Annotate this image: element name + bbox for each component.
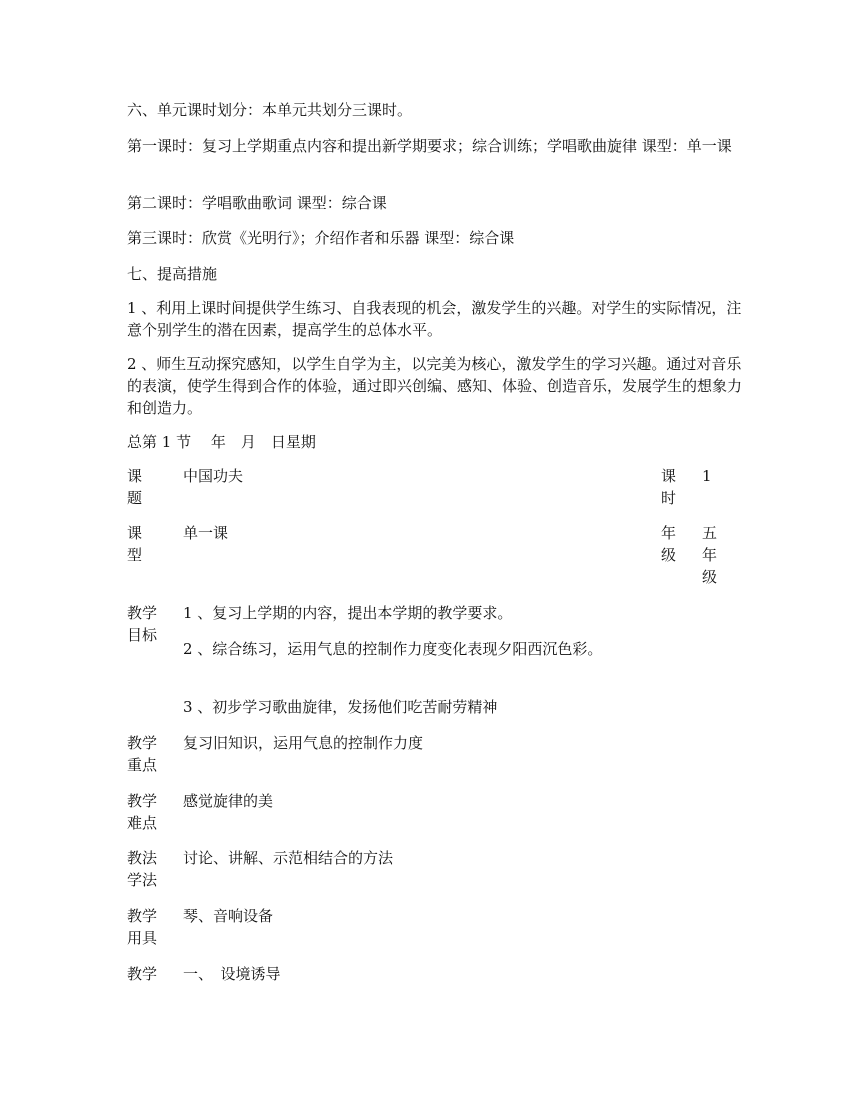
topic-value: 中国功夫	[183, 467, 244, 485]
process-value: 一、 设境诱导	[183, 965, 281, 983]
method-label: 教法学法	[127, 849, 158, 889]
goals-label: 教学目标	[127, 604, 158, 644]
measure-two-text: 2 、师生互动探究感知，以学生自学为主，以完美为核心，激发学生的学习兴趣。通过对音乐的表演，使学生得到合作的体验，通过即兴创编、感知、体验、创造音乐，发展学生的想象力和创造力。	[127, 355, 743, 417]
method-value: 讨论、讲解、示范相结合的方法	[183, 849, 394, 867]
difficult-point-label: 教学难点	[127, 792, 158, 832]
hours-value: 1	[702, 467, 712, 485]
type-label: 课型	[127, 524, 143, 564]
lesson-three-text: 第三课时：欣赏《光明行》；介绍作者和乐器 课型：综合课	[127, 229, 515, 247]
goal-item-3: 3 、初步学习歌曲旋律，发扬他们吃苦耐劳精神	[183, 698, 498, 716]
section-six-heading: 六、单元课时划分：本单元共划分三课时。	[127, 101, 413, 119]
type-value: 单一课	[183, 524, 229, 542]
section-seven-heading: 七、提高措施	[127, 265, 218, 283]
difficult-point-value: 感觉旋律的美	[183, 792, 274, 810]
process-label: 教学	[127, 965, 158, 983]
goal-item-2: 2 、综合练习，运用气息的控制作力度变化表现夕阳西沉色彩。	[183, 640, 603, 658]
grade-label: 年级	[661, 524, 677, 564]
tools-value: 琴、音响设备	[183, 907, 274, 925]
measure-one-text: 1 、利用上课时间提供学生练习、自我表现的机会，激发学生的兴趣。对学生的实际情况，注意个别学生的潜在因素，提高学生的总体水平。	[127, 299, 742, 339]
topic-label: 课题	[127, 467, 143, 507]
hours-label: 课时	[661, 467, 677, 507]
goal-item-1: 1 、复习上学期的内容，提出本学期的教学要求。	[183, 604, 513, 622]
total-lesson-line: 总第 1 节 年 月 日星期	[127, 433, 316, 451]
key-point-label: 教学重点	[127, 734, 158, 774]
key-point-value: 复习旧知识，运用气息的控制作力度	[183, 734, 424, 752]
tools-label: 教学用具	[127, 907, 158, 947]
lesson-two-text: 第二课时：学唱歌曲歌词 课型：综合课	[127, 194, 387, 212]
grade-value: 五年级	[702, 524, 718, 586]
lesson-one-text: 第一课时：复习上学期重点内容和提出新学期要求；综合训练；学唱歌曲旋律 课型：单一课	[127, 137, 732, 155]
